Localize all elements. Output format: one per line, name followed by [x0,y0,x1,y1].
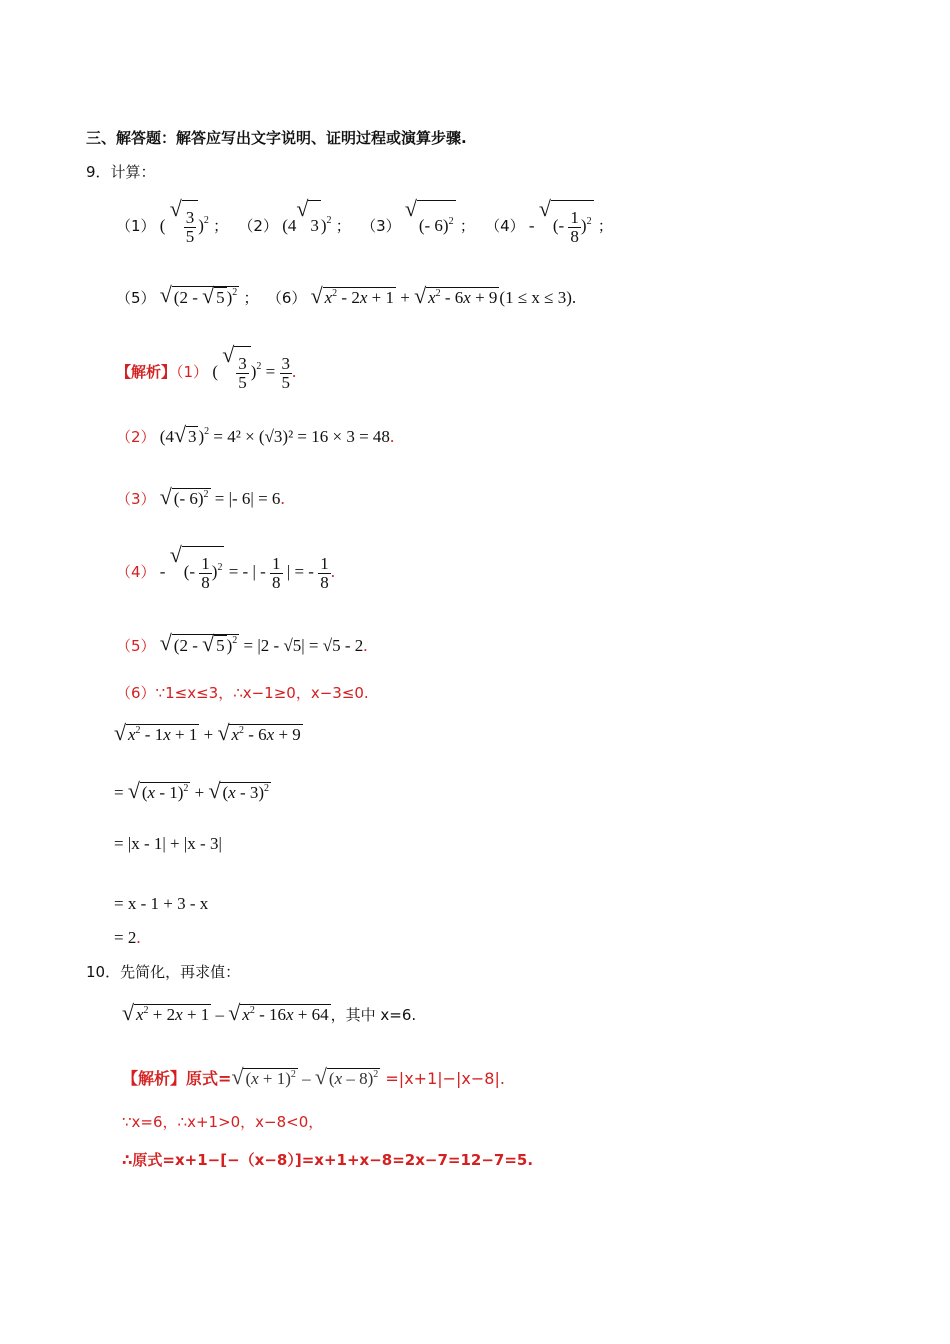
expr-1: ( √ $\frac{3}{5}$ )$^2$ [160,216,209,235]
solution-tag: 【解析】 [116,363,177,381]
question-10-tail: ，其中 x=6. [330,1006,417,1024]
solution-9-3: （3） √ (- 6)$^2$ = |- 6| = 6. [116,488,285,509]
solution-10-line-2: ∵x=6，∴x+1>0，x−8<0， [122,1113,324,1131]
question-9-row-1: （1） ( √ $\frac{3}{5}$ )$^2$ ； （2） (4√ 3 )$^2$ ； （3） √ (- 6)$^2$ ； （4） - √ (- $\frac{1}{8}$ )$^2$ ； [116,200,613,250]
expr-6: √ $x^2 - 2x + 1$ + √ $x^2 - 6x + 9$ [311,288,500,307]
solution-9-6-condition: （6）∵1≤x≤3，∴x−1≥0，x−3≤0. [116,684,369,702]
solution-9-1: 【解析】（1） ( √ $\frac{3}{5}$ )$^2$ = $\frac{3}{5}$ . [116,346,296,396]
solution-9-6-line-1: √ $x^2 - 1x + 1$ + √ $x^2 - 6x + 9$ [114,724,303,745]
solution-9-3-result: = |- 6| = 6 [214,489,281,508]
section-heading: 三、解答题：解答应写出文字说明、证明过程或演算步骤. [86,129,467,147]
solution-9-6-line-3: = |x - 1| + |x - 3| [114,834,222,853]
solution-9-4: （4） - √ (- $\frac{1}{8}$ )$^2$ = - | - $\frac{1}{8}$ | = - $\frac{1}{8}$ . [116,546,335,596]
expr-4: - √ (- $\frac{1}{8}$ )$^2$ [529,216,594,235]
solution-9-2-result: = 4² × (√3)² = 16 × 3 = 48 [213,427,390,446]
solution-9-5: （5） √ (2 - √ 5 )$^2$ = |2 - √5| = √5 - 2. [116,634,368,656]
question-10-expression: √ $x^2 + 2x + 1$ – √ $x^2 - 16x + 64$ ，其中 x=6. [122,1004,416,1025]
solution-10-line-1: 【解析】原式=√ $(x + 1)^2$ – √ (x – 8)$^2$ =|x+1|−|x−8|. [122,1068,505,1089]
part-label: （6） [266,289,307,307]
solution-9-6-line-5: = 2. [114,928,141,947]
question-9-row-2: （5） √ (2 - √ 5 )$^2$ ； （6） √ $x^2 - 2x + 1$ + √ $x^2 - 6x + 9$ (1 ≤ x ≤ 3). [116,286,576,308]
solution-tag: 【解析】 [122,1069,187,1088]
question-10-title: 10．先简化，再求值： [86,963,241,981]
part-label: （4） [485,217,525,235]
part-label: （3） [361,217,401,235]
solution-9-5-result: = |2 - √5| = √5 - 2 [243,636,364,655]
solution-10-line-3: ∴原式=x+1−[−（x−8）]=x+1+x−8=2x−7=12−7=5. [122,1151,534,1169]
part-label: （5） [116,289,156,307]
question-9-title: 9．计算： [86,163,156,181]
solution-9-6-line-4: = x - 1 + 3 - x [114,894,209,913]
expr-5: √ (2 - √ 5 )$^2$ [160,288,240,307]
solution-9-6-line-2: = √ (x - 1)$^2$ + √ (x - 3)$^2$ [114,782,271,803]
part-label: （2） [238,217,278,235]
solution-9-2: （2） (4√ 3 )$^2$ = 4² × (√3)² = 16 × 3 = 48. [116,426,394,447]
expr-2: (4√ 3 )$^2$ [282,216,331,235]
part-label: （1） [116,217,156,235]
expr-3: √ (- 6)$^2$ [405,216,456,235]
condition: (1 ≤ x ≤ 3) [499,288,572,307]
